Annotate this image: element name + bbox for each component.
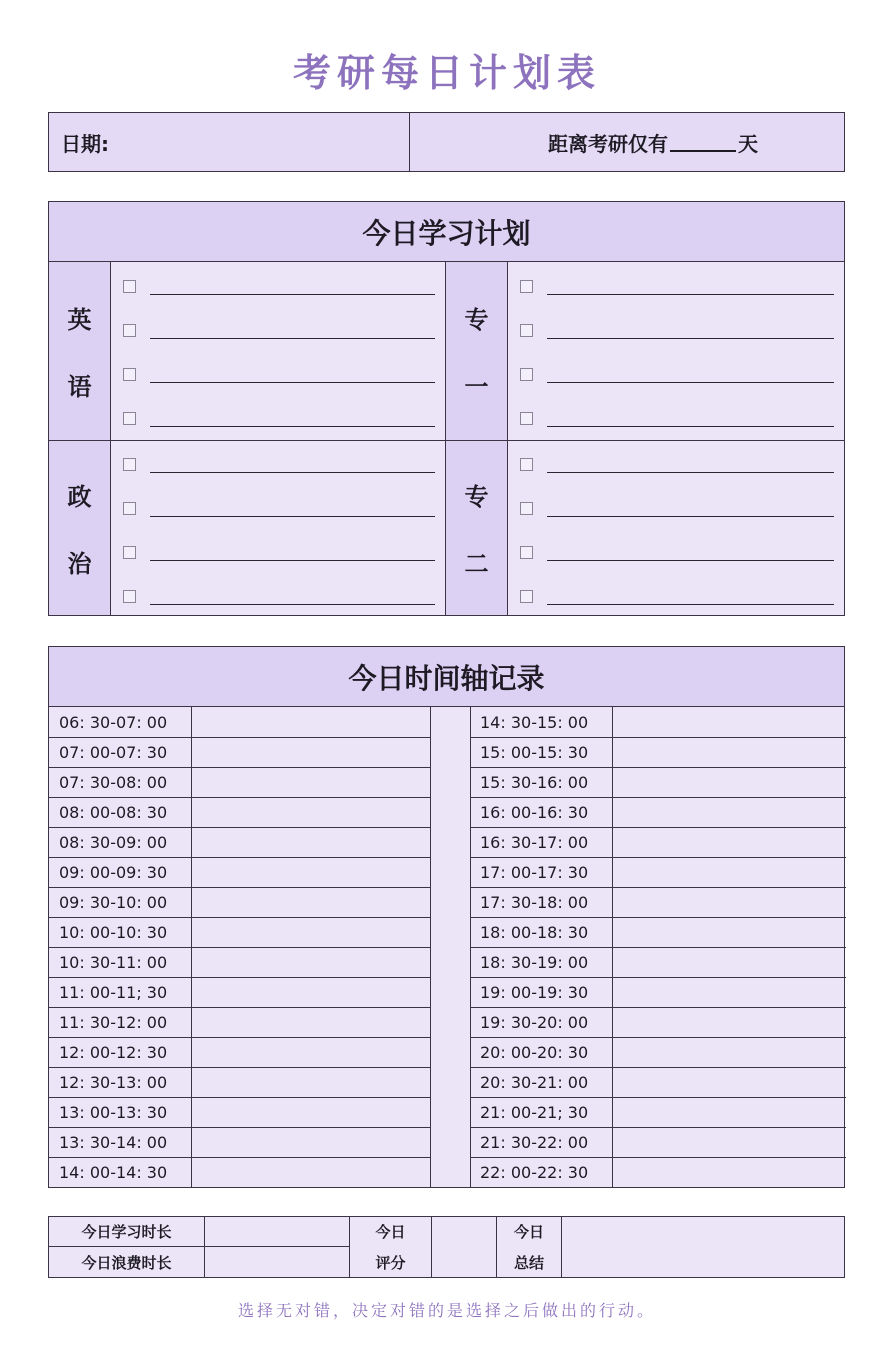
- timeline-entry[interactable]: [192, 707, 430, 737]
- summary-label: [497, 1217, 562, 1277]
- timeline-entry[interactable]: [613, 798, 846, 827]
- subject-label-1: [446, 262, 508, 441]
- timeline-row: [49, 1067, 430, 1097]
- task-item: [520, 454, 834, 474]
- timeline-time: 10: 30-11: 00: [49, 948, 192, 977]
- task-list-2: [111, 441, 446, 615]
- timeline-entry[interactable]: [192, 1008, 430, 1037]
- timeline-entry[interactable]: [192, 1128, 430, 1157]
- task-checkbox[interactable]: [123, 412, 136, 425]
- task-line[interactable]: [547, 322, 834, 339]
- timeline-time: 16: 00-16: 30: [470, 798, 613, 827]
- date-bar: [48, 112, 845, 172]
- timeline-row: [470, 827, 846, 857]
- timeline-row: [49, 1007, 430, 1037]
- subject-char: 二: [464, 550, 489, 578]
- timeline-entry[interactable]: [613, 1038, 846, 1067]
- task-item: [123, 364, 435, 384]
- timeline-row: [49, 737, 430, 767]
- task-checkbox[interactable]: [520, 324, 533, 337]
- timeline-entry[interactable]: [613, 828, 846, 857]
- timeline-entry[interactable]: [613, 707, 846, 737]
- subject-char: 专: [464, 483, 489, 511]
- subject-char: 治: [67, 550, 92, 578]
- study-time-input[interactable]: [205, 1217, 350, 1247]
- timeline-entry[interactable]: [192, 1038, 430, 1067]
- task-checkbox[interactable]: [123, 546, 136, 559]
- timeline-entry[interactable]: [613, 918, 846, 947]
- score-input[interactable]: [432, 1217, 497, 1277]
- timeline-time: 06: 30-07: 00: [49, 707, 192, 737]
- task-line[interactable]: [150, 366, 435, 383]
- timeline-row: [470, 707, 846, 737]
- timeline-row: [470, 1097, 846, 1127]
- task-checkbox[interactable]: [520, 280, 533, 293]
- task-item: [123, 276, 435, 296]
- timeline-time: 18: 30-19: 00: [470, 948, 613, 977]
- timeline-row: [470, 917, 846, 947]
- subject-char: 一: [464, 373, 489, 401]
- task-line[interactable]: [547, 278, 834, 295]
- timeline-entry[interactable]: [613, 768, 846, 797]
- task-line[interactable]: [547, 456, 834, 473]
- task-item: [520, 586, 834, 606]
- summary-label-line1: 今日: [513, 1223, 544, 1241]
- timeline-row: [49, 977, 430, 1007]
- timeline-time: 15: 30-16: 00: [470, 768, 613, 797]
- task-line[interactable]: [150, 588, 435, 605]
- task-item: [123, 542, 435, 562]
- timeline-time: 14: 30-15: 00: [470, 707, 613, 737]
- timeline-time: 09: 30-10: 00: [49, 888, 192, 917]
- timeline-row: [49, 1037, 430, 1067]
- timeline-row: [470, 947, 846, 977]
- timeline-row: [49, 1157, 430, 1187]
- summary-label-line2: 总结: [513, 1254, 544, 1272]
- study-plan-heading: 今日学习计划: [49, 202, 844, 262]
- timeline-row: [49, 797, 430, 827]
- task-line[interactable]: [547, 366, 834, 383]
- timeline-row: [49, 857, 430, 887]
- countdown-field[interactable]: [410, 113, 844, 171]
- task-checkbox[interactable]: [123, 280, 136, 293]
- date-label: 日期:: [61, 131, 109, 156]
- timeline-time: 20: 30-21: 00: [470, 1068, 613, 1097]
- task-item: [520, 320, 834, 340]
- timeline-time: 07: 00-07: 30: [49, 738, 192, 767]
- timeline-entry[interactable]: [613, 1008, 846, 1037]
- timeline-entry[interactable]: [192, 978, 430, 1007]
- task-checkbox[interactable]: [520, 502, 533, 515]
- task-line[interactable]: [150, 278, 435, 295]
- task-line[interactable]: [547, 544, 834, 561]
- timeline-time: 14: 00-14: 30: [49, 1158, 192, 1187]
- timeline-time: 21: 00-21; 30: [470, 1098, 613, 1127]
- subject-char: 语: [67, 373, 92, 401]
- timeline-time: 08: 30-09: 00: [49, 828, 192, 857]
- timeline-time: 12: 30-13: 00: [49, 1068, 192, 1097]
- task-line[interactable]: [150, 500, 435, 517]
- timeline-row: [49, 947, 430, 977]
- timeline-entry[interactable]: [192, 1068, 430, 1097]
- timeline-row: [49, 1127, 430, 1157]
- task-checkbox[interactable]: [520, 368, 533, 381]
- timeline-time: 11: 30-12: 00: [49, 1008, 192, 1037]
- subject-char: 政: [67, 483, 92, 511]
- page-title: 考研每日计划表: [292, 51, 601, 95]
- timeline-entry[interactable]: [613, 948, 846, 977]
- subject-char: 英: [67, 306, 92, 334]
- timeline-row: [470, 1157, 846, 1187]
- timeline-row: [470, 1007, 846, 1037]
- summary-input[interactable]: [562, 1217, 844, 1277]
- timeline-row: [470, 737, 846, 767]
- task-list-3: [508, 441, 844, 615]
- task-line[interactable]: [547, 500, 834, 517]
- task-list-0: [111, 262, 446, 441]
- task-checkbox[interactable]: [520, 458, 533, 471]
- timeline-time: 21: 30-22: 00: [470, 1128, 613, 1157]
- timeline-time: 09: 00-09: 30: [49, 858, 192, 887]
- timeline-entry[interactable]: [192, 1158, 430, 1187]
- task-line[interactable]: [150, 322, 435, 339]
- subject-label-3: [446, 441, 508, 615]
- timeline-entry[interactable]: [613, 1128, 846, 1157]
- countdown-suffix: 天: [738, 131, 758, 156]
- task-checkbox[interactable]: [520, 412, 533, 425]
- task-line[interactable]: [150, 456, 435, 473]
- subject-label-2: [49, 441, 111, 615]
- timeline-time: 16: 30-17: 00: [470, 828, 613, 857]
- task-checkbox[interactable]: [123, 502, 136, 515]
- timeline-time: 17: 30-18: 00: [470, 888, 613, 917]
- timeline-row: [470, 977, 846, 1007]
- timeline-time: 18: 00-18: 30: [470, 918, 613, 947]
- timeline-time: 10: 00-10: 30: [49, 918, 192, 947]
- summary-section: [48, 1216, 845, 1278]
- timeline-row: [49, 707, 430, 737]
- waste-time-input[interactable]: [205, 1247, 350, 1277]
- task-item: [123, 408, 435, 428]
- timeline-entry[interactable]: [192, 1098, 430, 1127]
- task-item: [520, 408, 834, 428]
- study-time-label: 今日学习时长: [49, 1217, 205, 1247]
- score-label-line1: 今日: [375, 1223, 406, 1241]
- task-item: [520, 276, 834, 296]
- task-checkbox[interactable]: [123, 590, 136, 603]
- timeline-entry[interactable]: [613, 1098, 846, 1127]
- subject-char: 专: [464, 306, 489, 334]
- timeline-row: [49, 887, 430, 917]
- timeline-time: 11: 00-11; 30: [49, 978, 192, 1007]
- task-checkbox[interactable]: [520, 590, 533, 603]
- timeline-entry[interactable]: [613, 978, 846, 1007]
- timeline-section: [48, 646, 845, 1188]
- study-plan-section: [48, 201, 845, 616]
- timeline-time: 22: 00-22: 30: [470, 1158, 613, 1187]
- timeline-entry[interactable]: [192, 918, 430, 947]
- task-line[interactable]: [150, 410, 435, 427]
- task-item: [123, 498, 435, 518]
- task-checkbox[interactable]: [123, 458, 136, 471]
- timeline-row: [49, 767, 430, 797]
- task-item: [520, 364, 834, 384]
- timeline-time: 08: 00-08: 30: [49, 798, 192, 827]
- motto-text: 选择无对错，决定对错的是选择之后做出的行动。: [237, 1301, 656, 1320]
- timeline-entry[interactable]: [192, 948, 430, 977]
- timeline-entry[interactable]: [613, 1158, 846, 1187]
- timeline-row: [470, 1067, 846, 1097]
- task-list-1: [508, 262, 844, 441]
- date-field[interactable]: [49, 113, 410, 171]
- timeline-entry[interactable]: [613, 858, 846, 887]
- timeline-row: [470, 797, 846, 827]
- timeline-row: [49, 827, 430, 857]
- score-label: [350, 1217, 432, 1277]
- timeline-row: [49, 917, 430, 947]
- score-label-line2: 评分: [375, 1254, 406, 1272]
- timeline-divider: [430, 707, 431, 1187]
- timeline-entry[interactable]: [192, 738, 430, 767]
- timeline-entry[interactable]: [192, 828, 430, 857]
- timeline-row: [470, 1037, 846, 1067]
- timeline-row: [470, 767, 846, 797]
- timeline-row: [470, 1127, 846, 1157]
- task-line[interactable]: [150, 544, 435, 561]
- timeline-row: [470, 887, 846, 917]
- task-item: [520, 542, 834, 562]
- countdown-blank[interactable]: [670, 132, 736, 152]
- task-item: [123, 586, 435, 606]
- task-checkbox[interactable]: [520, 546, 533, 559]
- task-checkbox[interactable]: [123, 368, 136, 381]
- timeline-heading: 今日时间轴记录: [49, 647, 844, 707]
- timeline-entry[interactable]: [192, 858, 430, 887]
- timeline-time: 15: 00-15: 30: [470, 738, 613, 767]
- timeline-entry[interactable]: [192, 888, 430, 917]
- timeline-row: [470, 857, 846, 887]
- task-line[interactable]: [547, 588, 834, 605]
- subject-label-0: [49, 262, 111, 441]
- timeline-row: [49, 1097, 430, 1127]
- timeline-entry[interactable]: [192, 768, 430, 797]
- timeline-time: 19: 30-20: 00: [470, 1008, 613, 1037]
- task-line[interactable]: [547, 410, 834, 427]
- timeline-time: 19: 00-19: 30: [470, 978, 613, 1007]
- timeline-time: 20: 00-20: 30: [470, 1038, 613, 1067]
- timeline-time: 13: 30-14: 00: [49, 1128, 192, 1157]
- timeline-entry[interactable]: [613, 738, 846, 767]
- timeline-time: 17: 00-17: 30: [470, 858, 613, 887]
- timeline-entry[interactable]: [613, 888, 846, 917]
- task-item: [123, 320, 435, 340]
- task-item: [520, 498, 834, 518]
- timeline-time: 12: 00-12: 30: [49, 1038, 192, 1067]
- task-item: [123, 454, 435, 474]
- task-checkbox[interactable]: [123, 324, 136, 337]
- timeline-divider: [470, 707, 471, 1187]
- timeline-time: 13: 00-13: 30: [49, 1098, 192, 1127]
- timeline-entry[interactable]: [613, 1068, 846, 1097]
- waste-time-label: 今日浪费时长: [49, 1247, 205, 1277]
- countdown-prefix: 距离考研仅有: [548, 131, 668, 156]
- timeline-time: 07: 30-08: 00: [49, 768, 192, 797]
- timeline-entry[interactable]: [192, 798, 430, 827]
